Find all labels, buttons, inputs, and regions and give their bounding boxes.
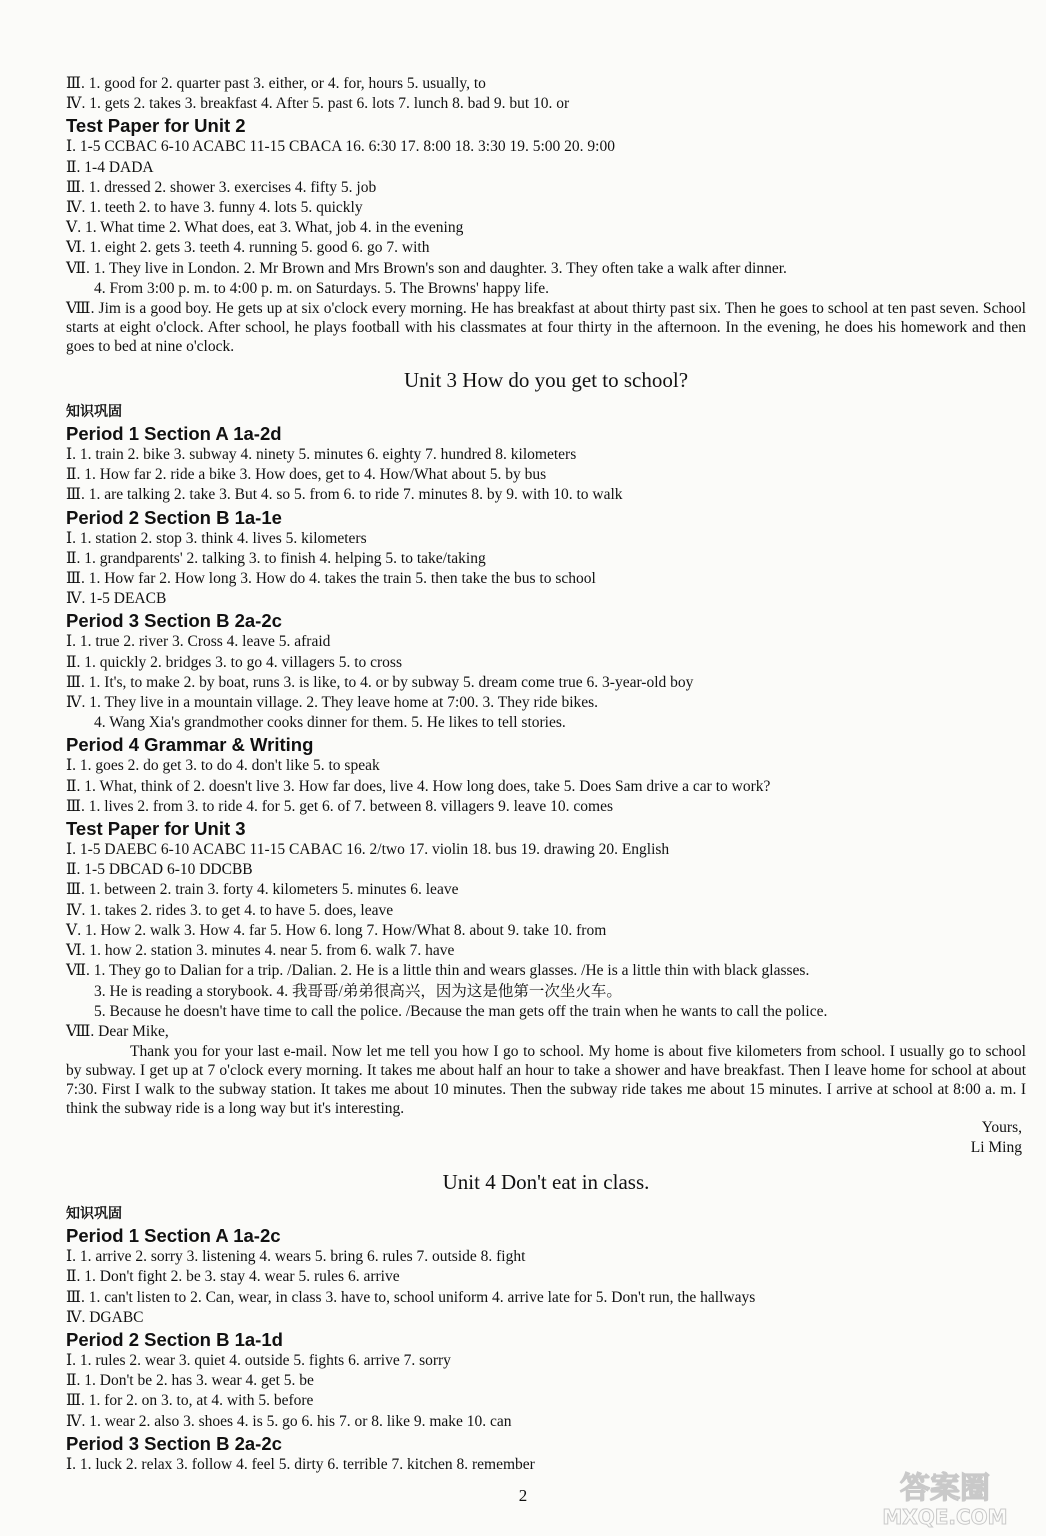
- unit4-period3-header: Period 3 Section B 2a-2c: [66, 1432, 282, 1454]
- letter-closing: Yours,: [981, 1119, 1022, 1137]
- test2-writing-paragraph: Ⅷ. Jim is a good boy. He gets up at six o'clock every morning. He has breakfast at about thirty past six. Then he goes to school at ten past seven. School starts at eight o'clock. After school, he plays football with his classmates at four thirty in the afternoon. In the evening, he does his homework and then goes to bed at nine o'clock.: [66, 300, 1026, 356]
- test-paper-unit3-header: Test Paper for Unit 3: [66, 818, 246, 840]
- unit4-p2-line-1: Ⅰ. 1. rules 2. wear 3. quiet 4. outside 5. fights 6. arrive 7. sorry: [66, 1351, 451, 1369]
- unit3-p1-line-1: Ⅰ. 1. train 2. bike 3. subway 4. ninety 5. minutes 6. eighty 7. hundred 8. kilometers: [66, 446, 577, 464]
- test3-letter-greeting: Ⅷ. Dear Mike,: [66, 1022, 169, 1040]
- unit3-knowledge-label: 知识巩固: [66, 404, 122, 421]
- unit3-p2-line-1: Ⅰ. 1. station 2. stop 3. think 4. lives 5. kilometers: [66, 529, 367, 547]
- test-paper-unit2-header: Test Paper for Unit 2: [66, 115, 246, 137]
- unit3-p2-line-4: Ⅳ. 1-5 DEACB: [66, 590, 167, 608]
- test2-line-7b: 4. From 3:00 p. m. to 4:00 p. m. on Saturdays. 5. The Browns' happy life.: [94, 279, 549, 297]
- test2-line-5: Ⅴ. 1. What time 2. What does, eat 3. What, job 4. in the evening: [66, 219, 464, 237]
- unit3-period3-header: Period 3 Section B 2a-2c: [66, 610, 282, 632]
- unit3-p3-line-2: Ⅱ. 1. quickly 2. bridges 3. to go 4. villagers 5. to cross: [66, 653, 402, 671]
- unit3-period4-header: Period 4 Grammar & Writing: [66, 734, 314, 756]
- test3-line-2: Ⅱ. 1-5 DBCAD 6-10 DDCBB: [66, 861, 253, 879]
- test2-line-2: Ⅱ. 1-4 DADA: [66, 158, 154, 176]
- test3-line-7a: Ⅶ. 1. They go to Dalian for a trip. /Dalian. 2. He is a little thin and wears glasses. /He is a little thin with black glasses.: [66, 962, 810, 980]
- unit4-p1-line-2: Ⅱ. 1. Don't fight 2. be 3. stay 4. wear 5. rules 6. arrive: [66, 1268, 400, 1286]
- unit3-p3-line-4b: 4. Wang Xia's grandmother cooks dinner for them. 5. He likes to tell stories.: [94, 714, 566, 732]
- test3-letter-body: Thank you for your last e-mail. Now let me tell you how I go to school. My home is about five kilometers from school. I usually go to school by subway. I get up at 7 o'clock every morning. It takes me about half an hour to take a shower and have breakfast. Then I leave home for school at about 7:30. First I walk to the subway station. It takes me about 10 minutes. Then the subway ride takes me about 15 minutes. I arrive at school at 8:00 a. m. I think the subway ride is a long way but it's interesting.: [66, 1043, 1026, 1118]
- svg-text:MXQE.COM: MXQE.COM: [882, 1505, 1008, 1529]
- unit3-p1-line-3: Ⅲ. 1. are talking 2. take 3. But 4. so 5. from 6. to ride 7. minutes 8. by 9. with 10. to walk: [66, 486, 623, 504]
- unit3-period2-header: Period 2 Section B 1a-1e: [66, 506, 282, 528]
- unit4-period2-header: Period 2 Section B 1a-1d: [66, 1328, 283, 1350]
- unit3-p2-line-3: Ⅲ. 1. How far 2. How long 3. How do 4. takes the train 5. then take the bus to school: [66, 570, 596, 588]
- unit4-p1-line-3: Ⅲ. 1. can't listen to 2. Can, wear, in class 3. have to, school uniform 4. arrive late for 5. Don't run, the hallways: [66, 1288, 756, 1306]
- unit2-line-4: Ⅳ. 1. gets 2. takes 3. breakfast 4. After 5. past 6. lots 7. lunch 8. bad 9. but 10. or: [66, 95, 570, 113]
- watermark-logo: [860, 1464, 1030, 1530]
- unit4-p3-line-1: Ⅰ. 1. luck 2. relax 3. follow 4. feel 5. dirty 6. terrible 7. kitchen 8. remember: [66, 1455, 535, 1473]
- test3-line-3: Ⅲ. 1. between 2. train 3. forty 4. kilometers 5. minutes 6. leave: [66, 881, 459, 899]
- unit4-p1-line-1: Ⅰ. 1. arrive 2. sorry 3. listening 4. wears 5. bring 6. rules 7. outside 8. fight: [66, 1248, 526, 1266]
- test3-line-4: Ⅳ. 1. takes 2. rides 3. to get 4. to have 5. does, leave: [66, 901, 394, 919]
- unit4-period1-header: Period 1 Section A 1a-2c: [66, 1225, 281, 1247]
- test2-line-4: Ⅳ. 1. teeth 2. to have 3. funny 4. lots 5. quickly: [66, 199, 363, 217]
- test2-line-3: Ⅲ. 1. dressed 2. shower 3. exercises 4. fifty 5. job: [66, 178, 377, 196]
- unit3-p4-line-2: Ⅱ. 1. What, think of 2. doesn't live 3. How far does, live 4. How long does, take 5. Does Sam drive a car to work?: [66, 777, 771, 795]
- unit3-p1-line-2: Ⅱ. 1. How far 2. ride a bike 3. How does, get to 4. How/What about 5. by bus: [66, 466, 547, 484]
- test3-line-5: Ⅴ. 1. How 2. walk 3. How 4. far 5. How 6. long 7. How/What 8. about 9. take 10. from: [66, 921, 607, 939]
- test3-line-1: Ⅰ. 1-5 DAEBC 6-10 ACABC 11-15 CABAC 16. 2/two 17. violin 18. bus 19. drawing 20. English: [66, 841, 670, 859]
- test3-line-7c: 5. Because he doesn't have time to call the police. /Because the man gets off the train when he wants to call the police.: [94, 1002, 828, 1020]
- unit4-p2-line-4: Ⅳ. 1. wear 2. also 3. shoes 4. is 5. go 6. his 7. or 8. like 9. make 10. can: [66, 1412, 512, 1430]
- unit3-p4-line-1: Ⅰ. 1. goes 2. do get 3. to do 4. don't like 5. to speak: [66, 757, 380, 775]
- unit4-knowledge-label: 知识巩固: [66, 1206, 122, 1223]
- svg-text:答案圈: 答案圈: [900, 1471, 990, 1506]
- test3-line-6: Ⅵ. 1. how 2. station 3. minutes 4. near 5. from 6. walk 7. have: [66, 942, 455, 960]
- unit4-p1-line-4: Ⅳ. DGABC: [66, 1308, 144, 1326]
- unit4-p2-line-2: Ⅱ. 1. Don't be 2. has 3. wear 4. get 5. be: [66, 1372, 314, 1390]
- unit4-title: Unit 4 Don't eat in class.: [442, 1170, 650, 1195]
- test2-line-7a: Ⅶ. 1. They live in London. 2. Mr Brown and Mrs Brown's son and daughter. 3. They often take a walk after dinner.: [66, 259, 787, 277]
- unit3-p3-line-3: Ⅲ. 1. It's, to make 2. by boat, runs 3. is like, to 4. or by subway 5. dream come true 6. 3-year-old boy: [66, 673, 694, 691]
- unit3-p4-line-3: Ⅲ. 1. lives 2. from 3. to ride 4. for 5. get 6. of 7. between 8. villagers 9. leave 10. comes: [66, 797, 613, 815]
- letter-signature: Li Ming: [970, 1139, 1022, 1157]
- unit3-p3-line-1: Ⅰ. 1. true 2. river 3. Cross 4. leave 5. afraid: [66, 633, 331, 651]
- unit3-p3-line-4a: Ⅳ. 1. They live in a mountain village. 2. They leave home at 7:00. 3. They ride bikes.: [66, 694, 599, 712]
- unit3-p2-line-2: Ⅱ. 1. grandparents' 2. talking 3. to finish 4. helping 5. to take/taking: [66, 549, 486, 567]
- unit3-period1-header: Period 1 Section A 1a-2d: [66, 423, 282, 445]
- test2-line-1: Ⅰ. 1-5 CCBAC 6-10 ACABC 11-15 CBACA 16. 6:30 17. 8:00 18. 3:30 19. 5:00 20. 9:00: [66, 138, 615, 156]
- answer-page: [66, 74, 1026, 1475]
- test3-line-7b: 3. He is reading a storybook. 4. 我哥哥/弟弟很高兴，因为这是他第一次坐火车。: [94, 982, 622, 1000]
- unit4-p2-line-3: Ⅲ. 1. for 2. on 3. to, at 4. with 5. before: [66, 1392, 314, 1410]
- test2-line-6: Ⅵ. 1. eight 2. gets 3. teeth 4. running 5. good 6. go 7. with: [66, 239, 430, 257]
- unit2-line-3: Ⅲ. 1. good for 2. quarter past 3. either, or 4. for, hours 5. usually, to: [66, 75, 486, 92]
- unit3-title: Unit 3 How do you get to school?: [403, 368, 689, 393]
- page-number: 2: [518, 1486, 528, 1505]
